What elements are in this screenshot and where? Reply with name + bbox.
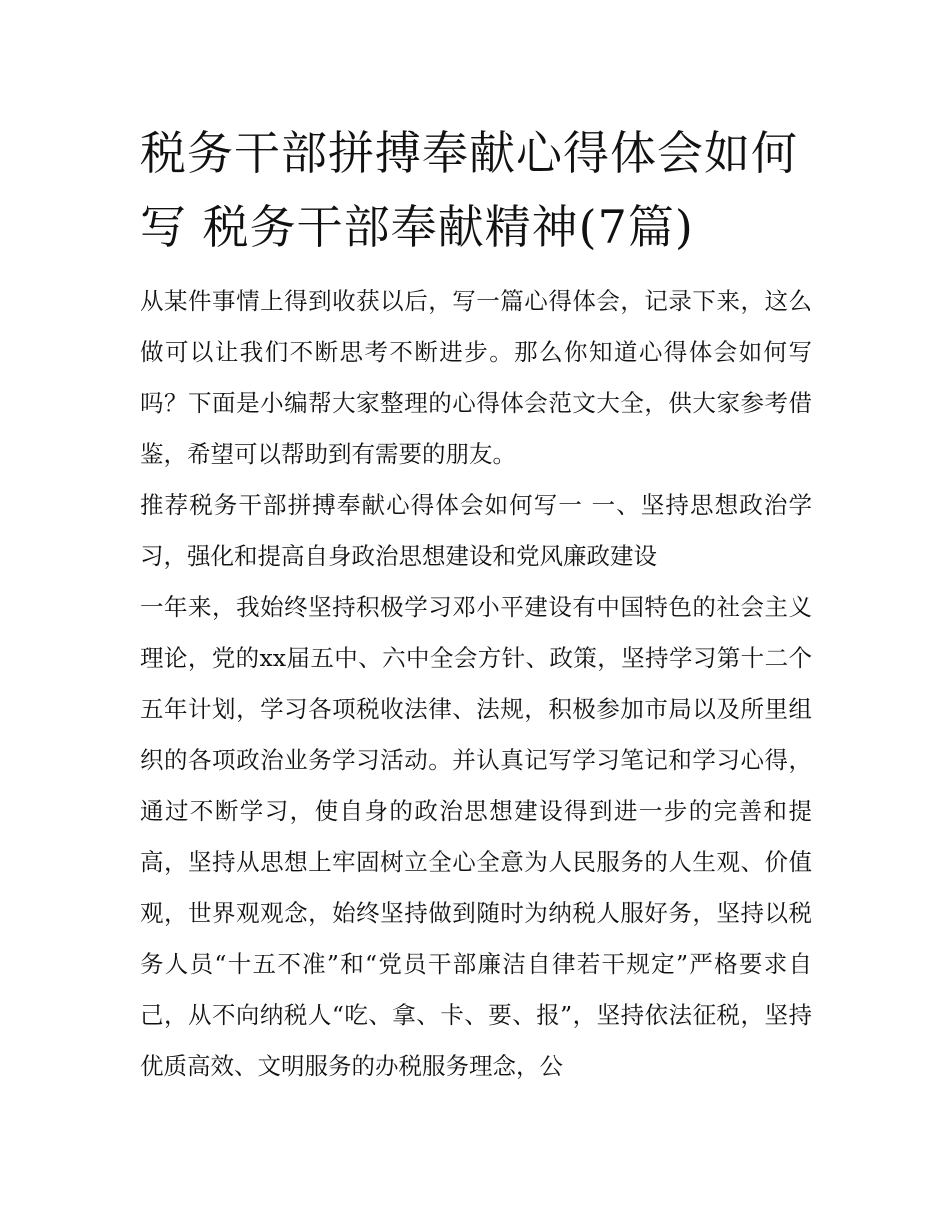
document-title: 税务干部拼搏奉献心得体会如何写 税务干部奉献精神(7篇) bbox=[140, 126, 798, 254]
document-body bbox=[140, 276, 812, 1092]
paragraph-heading-1: 推荐税务干部拼搏奉献心得体会如何写一 一、坚持思想政治学习，强化和提高自身政治思想建设和党风廉政建设 bbox=[140, 491, 812, 570]
document-page bbox=[140, 0, 812, 1229]
paragraph-body-1: 一年来，我始终坚持积极学习邓小平建设有中国特色的社会主义理论，党的xx届五中、六中全会方针、政策，坚持学习第十二个五年计划，学习各项税收法律、法规，积极参加市局以及所里组织的各项政治业务学习活动。并认真记写学习笔记和学习心得，通过不断学习，使自身的政治思想建设得到进一步的完善和提高，坚持从思想上牢固树立全心全意为人民服务的人生观、价值观，世界观观念，始终坚持做到随时为纳税人服好务，坚持以税务人员“十五不准”和“党员干部廉洁自律若干规定”严格要求自己，从不向纳税人“吃、拿、卡、要、报”，坚持依法征税，坚持优质高效、文明服务的办税服务理念，公 bbox=[140, 593, 812, 1080]
paragraph-intro: 从某件事情上得到收获以后，写一篇心得体会，记录下来，这么做可以让我们不断思考不断进步。那么你知道心得体会如何写吗？下面是小编帮大家整理的心得体会范文大全，供大家参考借鉴，希望可以帮助到有需要的朋友。 bbox=[140, 287, 812, 468]
